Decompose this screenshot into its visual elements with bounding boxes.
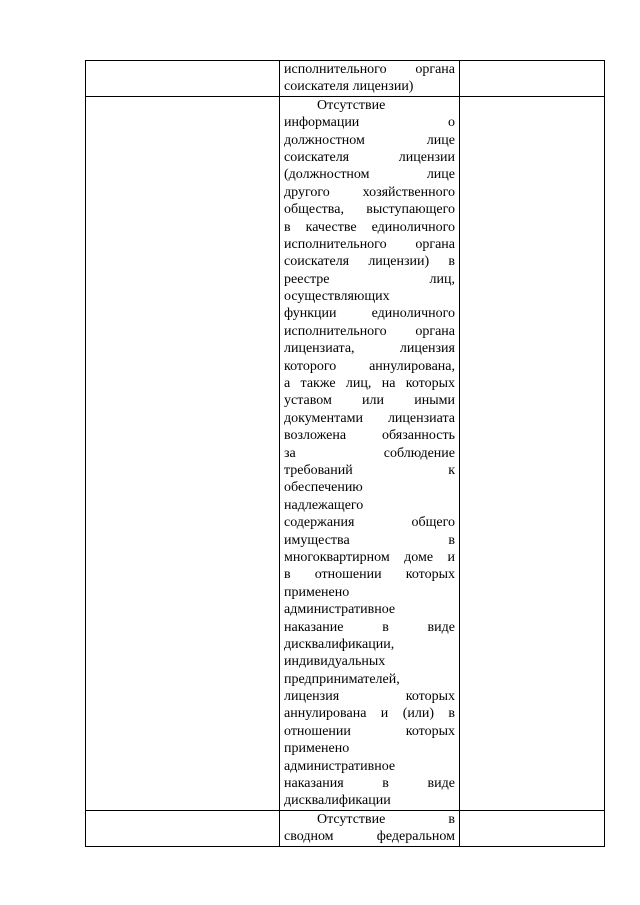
text-line: соискателя лицензии <box>284 149 455 165</box>
text-line: исполнительного органа <box>284 236 455 252</box>
table-cell-text <box>280 810 460 846</box>
text-line: сводном федеральном <box>284 829 455 845</box>
text-line: Отсутствие <box>317 97 386 113</box>
text-line: дисквалификации, <box>284 636 395 652</box>
text-line: дисквалификации <box>284 793 391 809</box>
table-cell-empty <box>460 61 605 97</box>
text-line: лицензия которых <box>284 689 455 705</box>
table-row <box>86 810 605 846</box>
text-line: должностном лице <box>284 132 455 148</box>
table-cell-empty <box>86 96 280 810</box>
table-cell-empty <box>86 810 280 846</box>
text-line: административное <box>284 602 396 618</box>
text-line: предпринимателей, <box>284 671 400 687</box>
table-cell-empty <box>460 96 605 810</box>
text-line: исполнительного органа <box>284 323 455 339</box>
text-line: административное <box>284 758 396 774</box>
text-line: наказание в виде <box>284 619 455 635</box>
requirements-table <box>85 60 605 847</box>
text-line: соискателя лицензии) <box>284 79 414 95</box>
text-line: применено <box>284 741 350 757</box>
table-row <box>86 61 605 97</box>
text-line: документами лицензиата <box>284 410 455 426</box>
text-line: обеспечению <box>284 480 363 496</box>
table-row <box>86 96 605 810</box>
table-cell-empty <box>86 61 280 97</box>
text-line: исполнительного органа <box>284 62 455 77</box>
text-line: имущества в <box>284 532 455 548</box>
text-line: индивидуальных <box>284 654 386 670</box>
text-line: общества, выступающего <box>284 202 455 218</box>
text-line: информации о <box>284 115 455 131</box>
text-line: Отсутствие в <box>317 811 455 827</box>
text-line: многоквартирном доме и <box>284 549 455 565</box>
text-line: за соблюдение <box>284 445 455 461</box>
text-line: функции единоличного <box>284 306 455 322</box>
text-line: которого аннулирована, <box>284 358 455 374</box>
text-line: в отношении которых <box>284 567 455 583</box>
text-line: лицензиата, лицензия <box>284 341 455 357</box>
text-line: надлежащего <box>284 497 364 513</box>
text-line: а также лиц, на которых <box>284 376 455 392</box>
text-line: отношении которых <box>284 723 455 739</box>
table-cell-text <box>280 61 460 97</box>
text-line: реестре лиц, <box>284 271 455 287</box>
text-line: соискателя лицензии) в <box>284 254 455 270</box>
text-line: аннулирована и (или) в <box>284 706 455 722</box>
text-line: применено <box>284 584 350 600</box>
text-line: (должностном лице <box>284 167 455 183</box>
text-line: в качестве единоличного <box>284 219 455 235</box>
text-line: требований к <box>284 462 455 478</box>
text-line: уставом или иными <box>284 393 455 409</box>
text-line: наказания в виде <box>284 776 455 792</box>
text-line: другого хозяйственного <box>284 184 455 200</box>
cell-paragraph <box>280 811 459 846</box>
cell-paragraph <box>280 97 459 810</box>
cell-paragraph <box>280 61 459 96</box>
text-line: осуществляющих <box>284 289 390 305</box>
text-line: возложена обязанность <box>284 428 455 444</box>
text-line: содержания общего <box>284 515 455 531</box>
table-cell-text <box>280 96 460 810</box>
table-cell-empty <box>460 810 605 846</box>
